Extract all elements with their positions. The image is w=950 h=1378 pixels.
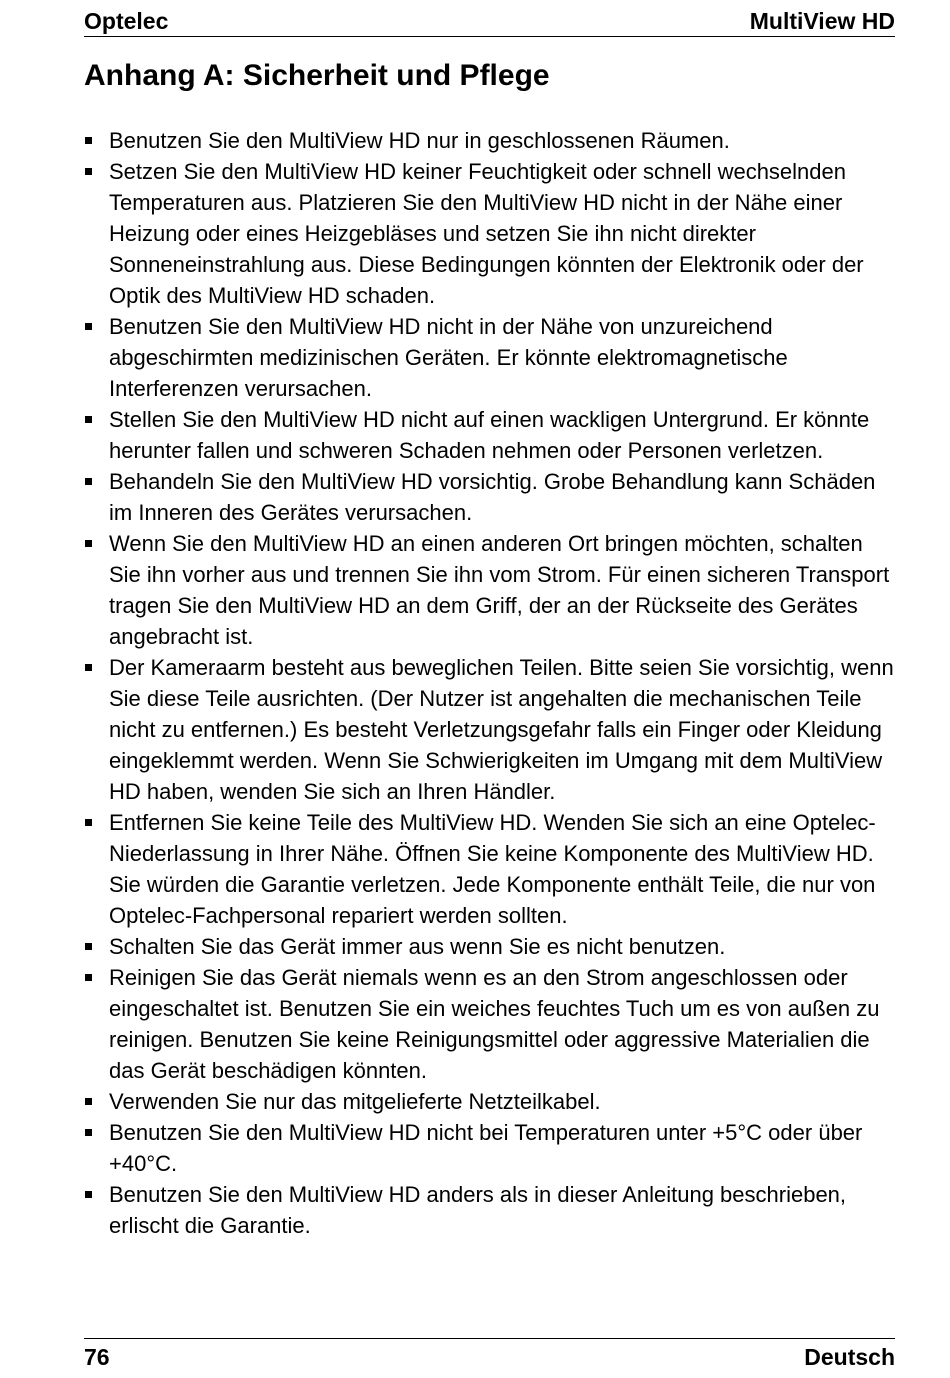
list-item-text: Wenn Sie den MultiView HD an einen anderen Ort bringen möchten, schalten Sie ihn vorher aus und trennen Sie ihn vom Strom. Für einen sicheren Transport tragen Sie den MultiView HD an dem Griff, der an der Rückseite des Gerätes angebracht ist. — [109, 531, 890, 649]
square-bullet-icon — [85, 323, 92, 330]
list-item — [84, 156, 899, 311]
list-item — [84, 1117, 899, 1179]
header-product: MultiView HD — [749, 8, 895, 34]
list-item-text: Der Kameraarm besteht aus beweglichen Teilen. Bitte seien Sie vorsichtig, wenn Sie diese Teile ausrichten. (Der Nutzer ist angehalten die mechanischen Teile nicht zu entfernen.) Es besteht Verletzungsgefahr falls ein Finger oder Kleidung eingeklemmt werden. Wenn Sie Schwierigkeiten im Umgang mit dem MultiView HD haben, wenden Sie sich an Ihren Händler. — [109, 655, 894, 804]
list-item — [84, 931, 899, 962]
list-item-text: Benutzen Sie den MultiView HD anders als in dieser Anleitung beschrieben, erlischt die Garantie. — [109, 1182, 847, 1238]
list-item — [84, 962, 899, 1086]
list-item — [84, 404, 899, 466]
square-bullet-icon — [85, 478, 92, 485]
square-bullet-icon — [85, 168, 92, 175]
safety-bullet-list — [84, 125, 899, 1241]
square-bullet-icon — [85, 1191, 92, 1198]
list-item — [84, 528, 899, 652]
list-item — [84, 652, 899, 807]
square-bullet-icon — [85, 137, 92, 144]
square-bullet-icon — [85, 664, 92, 671]
list-item-text: Benutzen Sie den MultiView HD nicht bei Temperaturen unter +5°C oder über +40°C. — [109, 1120, 863, 1176]
list-item-text: Stellen Sie den MultiView HD nicht auf einen wackligen Untergrund. Er könnte herunter fallen und schweren Schaden nehmen oder Personen verletzen. — [109, 407, 870, 463]
list-item-text: Benutzen Sie den MultiView HD nur in geschlossenen Räumen. — [109, 128, 730, 153]
list-item — [84, 807, 899, 931]
list-item-text: Entfernen Sie keine Teile des MultiView HD. Wenden Sie sich an eine Optelec-Niederlassung in Ihrer Nähe. Öffnen Sie keine Komponente des MultiView HD. Sie würden die Garantie verletzen. Jede Komponente enthält Teile, die nur von Optelec-Fachpersonal repariert werden sollten. — [109, 810, 876, 928]
page-footer — [84, 1338, 895, 1371]
list-item — [84, 1179, 899, 1241]
footer-language: Deutsch — [804, 1344, 895, 1370]
list-item — [84, 1086, 899, 1117]
square-bullet-icon — [85, 943, 92, 950]
square-bullet-icon — [85, 974, 92, 981]
square-bullet-icon — [85, 416, 92, 423]
list-item — [84, 311, 899, 404]
list-item-text: Reinigen Sie das Gerät niemals wenn es an den Strom angeschlossen oder eingeschaltet ist. Benutzen Sie ein weiches feuchtes Tuch um es von außen zu reinigen. Benutzen Sie keine Reinigungsmittel oder aggressive Materialien die das Gerät beschädigen könnten. — [109, 965, 880, 1083]
list-item-text: Benutzen Sie den MultiView HD nicht in der Nähe von unzureichend abgeschirmten medizinischen Geräten. Er könnte elektromagnetische Interferenzen verursachen. — [109, 314, 788, 401]
list-item-text: Schalten Sie das Gerät immer aus wenn Sie es nicht benutzen. — [109, 934, 726, 959]
list-item-text: Verwenden Sie nur das mitgelieferte Netzteilkabel. — [109, 1089, 601, 1114]
square-bullet-icon — [85, 819, 92, 826]
page-header — [84, 6, 895, 37]
page-number: 76 — [84, 1344, 110, 1370]
square-bullet-icon — [85, 540, 92, 547]
list-item — [84, 125, 899, 156]
list-item-text: Setzen Sie den MultiView HD keiner Feuchtigkeit oder schnell wechselnden Temperaturen aus. Platzieren Sie den MultiView HD nicht in der Nähe einer Heizung oder eines Heizgebläses und setzen Sie ihn nicht direkter Sonneneinstrahlung aus. Diese Bedingungen könnten der Elektronik oder der Optik des MultiView HD schaden. — [109, 159, 864, 308]
list-item-text: Behandeln Sie den MultiView HD vorsichtig. Grobe Behandlung kann Schäden im Inneren des Gerätes verursachen. — [109, 469, 876, 525]
square-bullet-icon — [85, 1098, 92, 1105]
header-brand: Optelec — [84, 8, 169, 34]
list-item — [84, 466, 899, 528]
page-title: Anhang A: Sicherheit und Pflege — [84, 59, 550, 92]
square-bullet-icon — [85, 1129, 92, 1136]
